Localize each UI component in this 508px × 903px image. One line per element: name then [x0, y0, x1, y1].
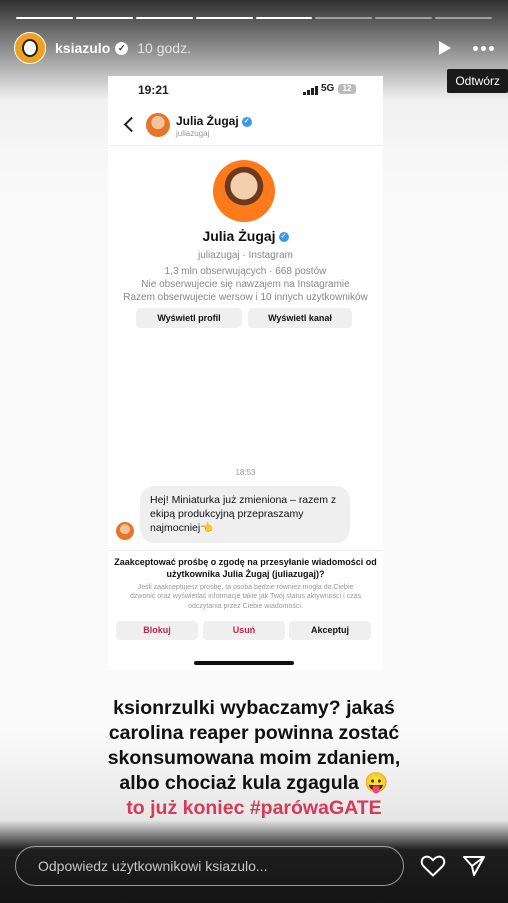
progress-segment — [76, 17, 133, 19]
reply-input[interactable]: Odpowiedz użytkownikowi ksiazulo... — [15, 846, 404, 886]
caption-line: ksionrzulki wybaczamy? jakaś — [113, 697, 395, 719]
story-time-ago: 10 godz. — [137, 40, 191, 56]
signal-icon — [303, 86, 318, 95]
chat-handle: juliazugaj — [176, 129, 210, 138]
progress-segment — [16, 17, 73, 19]
caption-hashtag-line: to już koniec #parówaGATE — [126, 797, 382, 819]
caption-line: carolina reaper powinna zostać — [108, 722, 400, 744]
verified-badge-icon: ✓ — [115, 42, 128, 55]
more-options-icon[interactable] — [473, 46, 494, 51]
profile-follow-note: Nie obserwujecie się nawzajem na Instagramie — [141, 279, 350, 290]
view-profile-button: Wyświetl profil — [136, 308, 242, 328]
message-request-panel — [108, 550, 383, 651]
profile-name — [108, 228, 383, 244]
heart-icon[interactable] — [420, 854, 446, 878]
delete-button: Usuń — [203, 621, 285, 640]
story-header — [14, 32, 494, 64]
profile-stats: 1,3 mln obserwujących · 668 postów — [164, 266, 327, 277]
progress-segment — [315, 17, 372, 19]
profile-mutual: Razem obserwujecie wersow i 10 innych użytkowników — [123, 292, 368, 303]
request-body: Jeśli zaakceptujesz prośbę, ta osoba będzie również mogła do Ciebie dzwonić oraz wyświetlać informacje takie jak Twój status aktywności i czas odczytania przez Ciebie wiadomości. — [130, 584, 361, 610]
chat-header — [108, 109, 383, 146]
play-icon[interactable] — [439, 41, 451, 55]
verified-badge-icon: ✓ — [279, 232, 289, 242]
progress-segment — [196, 17, 253, 19]
home-indicator — [194, 661, 294, 665]
message-avatar — [116, 522, 134, 540]
accept-button: Akceptuj — [289, 621, 371, 640]
network-label: 5G — [321, 83, 335, 94]
send-icon[interactable] — [462, 854, 486, 878]
message-timestamp: 18:53 — [235, 468, 256, 477]
avatar-face-icon — [22, 39, 38, 57]
caption-line: skonsumowana moim zdaniem, — [107, 747, 401, 769]
back-arrow-icon — [124, 117, 140, 133]
caption-line: albo chociaż kula zgagula 😛 — [119, 772, 389, 794]
embedded-screenshot — [108, 76, 383, 671]
progress-segment — [375, 17, 432, 19]
profile-name-text: Julia Żugaj — [202, 228, 276, 244]
progress-segment — [435, 17, 492, 19]
request-title: Zaakceptować prośbę o zgodę na przesyłanie wiadomości od użytkownika Julia Żugaj (juliazugaj)? — [114, 557, 377, 579]
view-channel-button: Wyświetl kanał — [248, 308, 352, 328]
play-tooltip: Odtwórz — [447, 69, 508, 93]
block-button: Blokuj — [116, 621, 198, 640]
message-bubble: Hej! Miniaturka już zmieniona – razem z ekipą produkcyjną przepraszamy najmocniej👈 — [140, 486, 350, 543]
battery-icon: 12 — [338, 84, 356, 94]
profile-avatar — [213, 160, 275, 222]
story-caption — [0, 696, 508, 821]
verified-badge-icon: ✓ — [242, 117, 252, 127]
progress-segment — [256, 17, 313, 19]
progress-segment — [136, 17, 193, 19]
status-clock: 19:21 — [138, 83, 169, 97]
chat-name — [176, 114, 252, 128]
phone-status-bar — [108, 76, 383, 104]
chat-avatar — [146, 113, 170, 137]
chat-name-text: Julia Żugaj — [176, 114, 239, 128]
story-progress-bar — [16, 17, 492, 19]
profile-subtitle: juliazugaj · Instagram — [197, 250, 294, 261]
avatar[interactable] — [14, 32, 46, 64]
story-username[interactable]: ksiazulo — [55, 40, 111, 56]
